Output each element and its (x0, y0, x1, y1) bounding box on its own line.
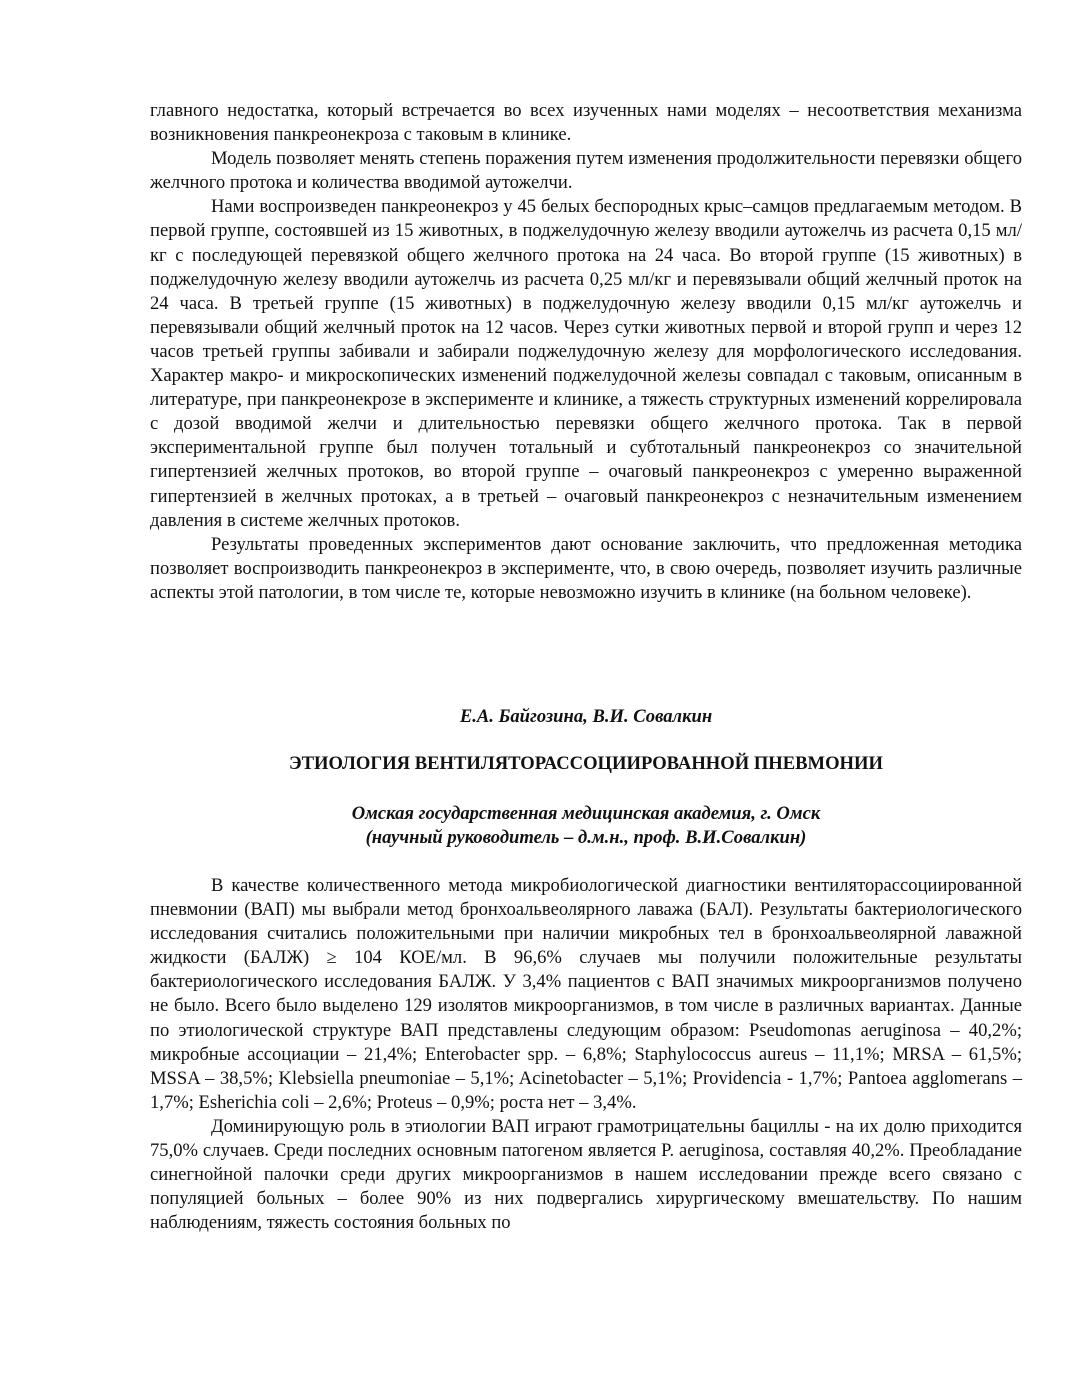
paragraph: главного недостатка, который встречается во всех изученных нами моделях – несоответствия механизма возникновения панкреонекроза с таковым в клинике. (150, 100, 1022, 146)
paragraph: Нами воспроизведен панкреонекроз у 45 белых беспородных крыс–самцов предлагаемым методом. В первой группе, состоявшей из 15 животных, в поджелудочную железу вводили аутожелчь из расчета 0,15 мл/кг с последующей перевязкой общего желчного протока на 24 часа. Во второй группе (15 животных) в поджелудочную железу вводили аутожелчь из расчета 0,25 мл/кг и перевязывали общий желчный проток на 24 часа. В третьей группе (15 животных) в поджелудочную железу вводили 0,15 мл/кг аутожелчь и перевязывали общий желчный проток на 12 часов. Через сутки животных первой и второй групп и через 12 часов третьей группы забивали и забирали поджелудочную железу для морфологического исследования. Характер макро- и микроскопических изменений поджелудочной железы совпадал с таковым, описанным в литературе, при панкреонекрозе в эксперименте и клинике, а тяжесть структурных изменений коррелировала с дозой вводимой желчи и длительностью перевязки общего желчного протока. Так в первой экспериментальной группе был получен тотальный и субтотальный панкреонекроз со значительной гипертензией желчных протоков, во второй группе – очаговый панкреонекроз с умеренно выраженной гипертензией в желчных протоках, а в третьей – очаговый панкреонекроз с незначительным изменением давления в системе желчных протоков. (150, 196, 1022, 531)
affiliation-line: Омская государственная медицинская академия, г. Омск (351, 803, 821, 824)
previous-article-ending (150, 99, 1022, 605)
article-affiliation (150, 802, 1022, 850)
paragraph: В качестве количественного метода микробиологической диагностики вентиляторассоциированной пневмонии (ВАП) мы выбрали метод бронхоальвеолярного лаважа (БАЛ). Результаты бактериологического исследования считались положительными при наличии микробных тел в бронхоальвеолярной лаважной жидкости (БАЛЖ) ≥ 104 КОЕ/мл. В 96,6% случаев мы получили положительные результаты бактериологического исследования БАЛЖ. У 3,4% пациентов с ВАП значимых микроорганизмов получено не было. Всего было выделено 129 изолятов микроорганизмов, в том числе в различных вариантах. Данные по этиологической структуре ВАП представлены следующим образом: Pseudomonas aeruginosa – 40,2%; микробные ассоциации – 21,4%; Enterobacter spp. – 6,8%; Staphylococcus aureus – 11,1%; MRSA – 61,5%; MSSA – 38,5%; Klebsiella pneumoniae – 5,1%; Acinetobacter – 5,1%; Providencia - 1,7%; Pantoea agglomerans – 1,7%; Esherichia coli – 2,6%; Proteus – 0,9%; роста нет – 3,4%. (150, 875, 1022, 1113)
article-title: ЭТИОЛОГИЯ ВЕНТИЛЯТОРАССОЦИИРОВАННОЙ ПНЕВМОНИИ (289, 753, 883, 774)
article-authors: Е.А. Байгозина, В.И. Совалкин (459, 706, 713, 727)
paragraph: Результаты проведенных экспериментов дают основание заключить, что предложенная методика позволяет воспроизводить панкреонекроз в эксперименте, что, в свою очередь, позволяет изучить различные аспекты этой патологии, в том числе те, которые невозможно изучить в клинике (на больном человеке). (150, 533, 1022, 603)
supervisor-line: (научный руководитель – д.м.н., проф. В.И.Совалкин) (365, 827, 807, 848)
paragraph: Доминирующую роль в этиологии ВАП играют грамотрицательны бациллы - на их долю приходится 75,0% случаев. Среди последних основным патогеном является P. aeruginosa, составляя 40,2%. Преобладание синегнойной палочки среди других микроорганизмов в нашем исследовании прежде всего связано с популяцией больных – более 90% из них подвергались хирургическому вмешательству. По нашим наблюдениям, тяжесть состояния больных по (150, 1115, 1022, 1234)
article-body (150, 874, 1022, 1235)
paragraph: Модель позволяет менять степень поражения путем изменения продолжительности перевязки общего желчного протока и количества вводимой аутожелчи. (150, 148, 1022, 194)
